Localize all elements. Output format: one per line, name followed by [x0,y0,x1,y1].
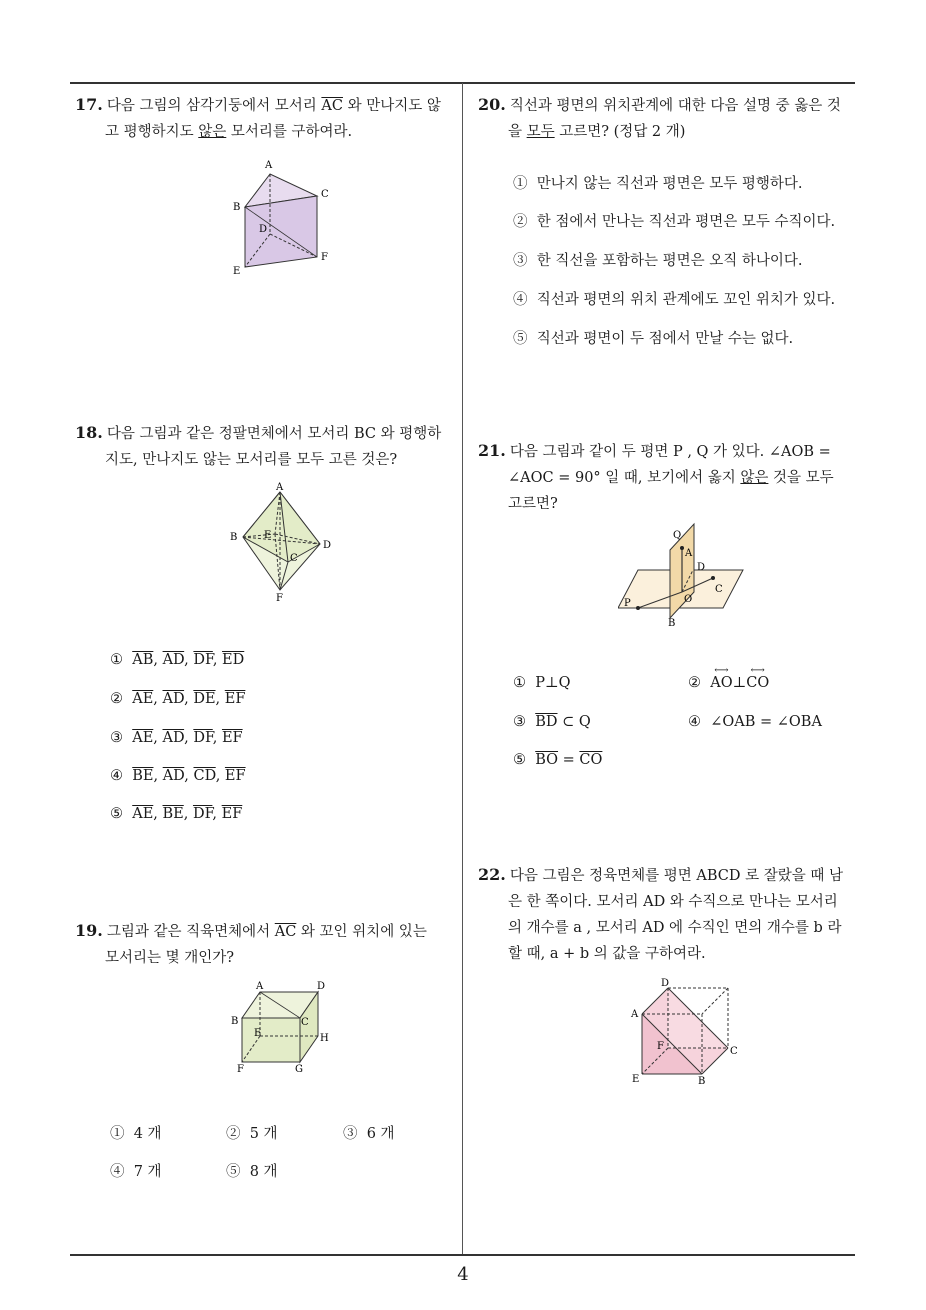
label-e: E [632,1074,640,1085]
label-e: E [233,266,241,277]
question-18: 18. 다음 그림과 같은 정팔면체에서 모서리 BC 와 평행하 지도, 만나지도 않는 모서리를 모두 고른 것은? [75,423,442,468]
q20-option-4[interactable]: ④ 직선과 평면의 위치 관계에도 꼬인 위치가 있다. [513,292,836,308]
question-21: 21. 다음 그림과 같이 두 평면 P , Q 가 있다. ∠AOB = ∠AOC = 90° 일 때, 보기에서 옳지 않은 것을 모두 고르면? [478,441,834,512]
q21-option-4[interactable]: ④ ∠OAB = ∠OBA [688,714,822,730]
label-f: F [321,252,328,263]
label-c: C [715,584,723,595]
label-b: B [698,1076,706,1086]
label-e: E [264,530,272,541]
label-p: P [624,598,631,609]
label-d: D [661,978,670,989]
label-h: H [320,1033,329,1044]
question-number: 19. [75,921,103,940]
q20-option-1[interactable]: ① 만나지 않는 직선과 평면은 모두 평행하다. [513,176,803,192]
label-c: C [730,1046,738,1057]
question-17: 17. 다음 그림의 삼각기둥에서 모서리 $\overline{AC}$ 와 만나지도 않 고 평행하지도 않은 모서리를 구하여라. [75,95,441,140]
label-d: D [697,562,706,573]
cut-cube-figure [628,978,753,1086]
q19-option-2[interactable]: ② 5 개 [226,1126,278,1142]
label-f: F [276,593,283,604]
question-number: 17. [75,95,103,114]
label-b: B [668,618,676,628]
q20-option-3[interactable]: ③ 한 직선을 포함하는 평면은 오직 하나이다. [513,253,803,269]
page-number: 4 [457,1264,469,1285]
segment-ac: $\overline{AC}$ [321,98,343,114]
column-divider [462,83,463,1255]
label-c: C [290,553,298,564]
q18-option-2[interactable]: ② $\overline{AE}$, $\overline{AD}$, $\overline{DE}$, $\overline{EF}$ [110,691,246,707]
label-g: G [295,1064,303,1075]
label-d: D [259,224,268,235]
q18-option-1[interactable]: ① $\overline{AB}$, $\overline{AD}$, $\overline{DF}$, $\overline{ED}$ [110,652,245,668]
label-a: A [256,981,264,992]
cuboid-figure [228,980,338,1075]
q19-option-4[interactable]: ④ 7 개 [110,1164,162,1180]
bottom-rule [70,1254,855,1256]
label-a: A [631,1009,639,1020]
label-a: A [265,160,273,171]
q21-option-5[interactable]: ⑤ $\overline{BO} = \overline{CO}$ [513,752,603,768]
label-e: E [254,1028,262,1039]
question-19: 19. 그림과 같은 직육면체에서 $\overline{AC}$ 와 꼬인 위치에 있는 모서리는 몇 개인가? [75,921,427,966]
question-20: 20. 직선과 평면의 위치관계에 대한 다음 설명 중 옳은 것 을 모두 고르면? (정답 2 개) [478,95,841,140]
label-b: B [230,532,238,543]
q18-option-3[interactable]: ③ $\overline{AE}$, $\overline{AD}$, $\overline{DF}$, $\overline{EF}$ [110,730,243,746]
two-planes-figure [618,520,753,628]
triangular-prism-figure [225,152,345,277]
label-f: F [237,1064,244,1075]
label-q: Q [673,530,682,541]
label-d: D [317,981,326,992]
line-arrow-icon: ⟷ [750,665,765,676]
segment-ac: $\overline{AC}$ [274,924,297,940]
q19-option-3[interactable]: ③ 6 개 [343,1126,395,1142]
octahedron-figure [228,482,338,604]
label-c: C [321,189,329,200]
label-b: B [233,202,241,213]
q20-option-2[interactable]: ② 한 점에서 만나는 직선과 평면은 모두 수직이다. [513,214,836,230]
question-number: 18. [75,423,103,442]
label-a: A [276,482,284,493]
label-c: C [301,1017,309,1028]
label-b: B [231,1016,239,1027]
q19-option-5[interactable]: ⑤ 8 개 [226,1164,278,1180]
label-d: D [323,540,332,551]
question-number: 21. [478,441,506,460]
q20-option-5[interactable]: ⑤ 직선과 평면이 두 점에서 만날 수는 없다. [513,331,794,347]
line-arrow-icon: ⟷ [714,665,729,676]
q21-option-1[interactable]: ① P⊥Q [513,675,571,691]
label-o: O [684,594,693,605]
question-number: 22. [478,865,506,884]
q19-option-1[interactable]: ① 4 개 [110,1126,162,1142]
q21-option-3[interactable]: ③ $\overline{BD}$ ⊂ Q [513,714,591,730]
label-f: F [657,1041,664,1052]
q21-option-2[interactable]: ② ⟷ AO⊥ ⟷ CO [688,665,770,691]
question-22: 22. 다음 그림은 정육면체를 평면 ABCD 로 잘랐을 때 남 은 한 쪽이다. 모서리 AD 와 수직으로 만나는 모서리 의 개수를 a , 모서리 AD 에 수직인 면의 개수를 b 라 할 때, a + b 의 값을 구하여라. [478,865,843,962]
question-number: 20. [478,95,506,114]
q18-option-4[interactable]: ④ $\overline{BE}$, $\overline{AD}$, $\overline{CD}$, $\overline{EF}$ [110,768,246,784]
q18-option-5[interactable]: ⑤ $\overline{AE}$, $\overline{BE}$, $\overline{DF}$, $\overline{EF}$ [110,806,243,822]
label-a: A [685,548,693,559]
